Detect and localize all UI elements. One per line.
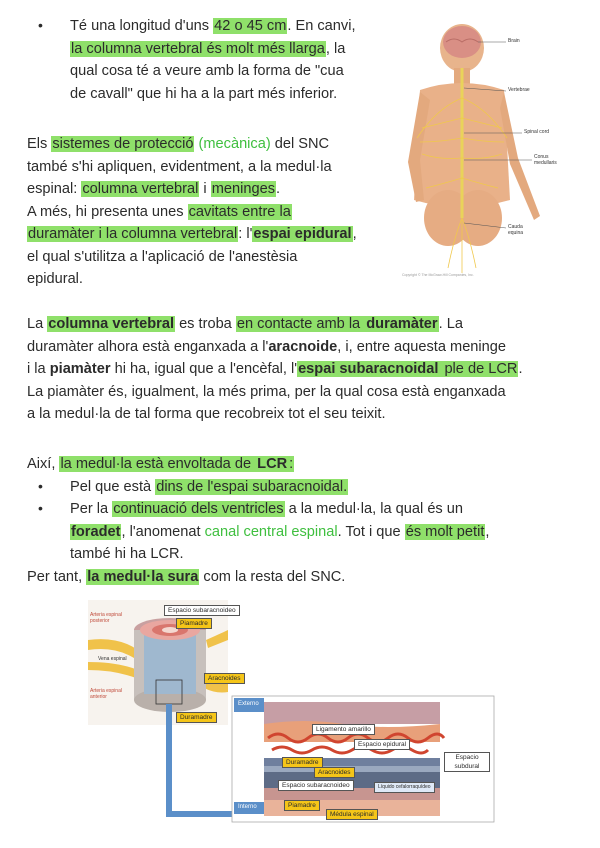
fig2-tag: Espacio subdural [444, 752, 490, 772]
highlight: columna vertebral [82, 181, 199, 197]
fig2-tag: Piamadre [284, 800, 320, 811]
text: , l'anomenat [121, 523, 205, 540]
highlight: ple de LCR [440, 361, 518, 377]
highlight-bold: espai epidural [253, 226, 352, 242]
highlight: meninges [211, 181, 275, 197]
text: qual cosa té a veure amb la forma de "cua [70, 63, 344, 79]
fig2-small-label: Interno [238, 804, 257, 810]
highlight-bold: foradet [71, 523, 121, 540]
text: a la medul·la, la qual és un [284, 501, 464, 517]
text: . Tot i que [337, 523, 405, 540]
text: Per tant, [27, 569, 87, 585]
text: , [485, 523, 490, 540]
bullet: • [38, 500, 43, 516]
fig2-tag: Espacio subaracnoideo [278, 780, 354, 791]
text: , la [325, 40, 346, 57]
text: del SNC [270, 136, 330, 152]
text: també hi ha LCR. [70, 546, 184, 562]
fig2-tag: Aracnoides [314, 767, 355, 778]
highlight: : [289, 456, 294, 472]
highlight: en contacte amb la [236, 316, 365, 332]
bold-text: aracnoide [268, 338, 338, 355]
highlight: continuació dels ventricles [113, 501, 284, 517]
paragraph-3 [27, 313, 587, 426]
highlight-bold: columna vertebral [48, 316, 175, 332]
highlight: duramàter i la columna vertebral [28, 226, 238, 242]
bullet-item-2 [70, 498, 580, 566]
svg-text:Copyright © The McGraw-Hill Co: Copyright © The McGraw-Hill Companies, Inc. [402, 273, 474, 277]
fig2-tag: Duramadre [176, 712, 217, 723]
highlight-bold: duramàter [366, 316, 438, 332]
text: La [27, 316, 48, 332]
fig2-tag: Espacio epidural [354, 739, 410, 750]
text: . La [438, 316, 463, 332]
fig2-tag: Líquido cefalorraquídeo [374, 782, 435, 793]
fig2-small-label: Externo [238, 701, 259, 707]
text: Té una longitud d'uns [70, 18, 214, 34]
highlight: dins de l'espai subaracnoidal. [156, 479, 348, 495]
text: de cavall" que hi ha a la part més inferior. [70, 85, 338, 102]
fig1-label: Brain [508, 38, 520, 44]
meninges-illustration [88, 600, 498, 825]
paragraph-4-intro [27, 453, 587, 476]
highlight: és molt petit [405, 523, 485, 540]
text: La piamàter és, igualment, la més prima, per la qual cosa està enganxada [27, 383, 506, 400]
bullet-item-1 [70, 476, 580, 499]
paragraph-4-conclusion [27, 566, 587, 589]
fig2-tag: Médula espinal [326, 809, 378, 820]
fig1-label: Vertebrae [508, 87, 530, 93]
text: espinal: [27, 181, 82, 197]
bullet: • [38, 478, 43, 494]
fig1-label: Cauda equina [508, 224, 524, 236]
highlight: la medul·la està envoltada de [60, 456, 256, 472]
paragraph-1 [70, 15, 400, 105]
fig2-small-label: Arteria espinal anterior [90, 688, 122, 700]
green-text: canal central espinal [204, 523, 338, 540]
text: . En canvi, [287, 18, 356, 34]
fig2-tag: Duramadre [282, 757, 323, 768]
fig2-tag: Aracnoides [204, 673, 245, 684]
text: epidural. [27, 271, 83, 287]
text: també s'hi apliquen, evidentment, a la medul·la [27, 158, 332, 175]
text: , [352, 226, 357, 242]
paragraph-2 [27, 133, 397, 291]
fig2-tag: Ligamento amarillo [312, 724, 375, 735]
text: hi ha, igual que a l'encèfal, l' [110, 361, 298, 377]
fig2-tag: Piamadre [176, 618, 212, 629]
fig2-small-label: Arteria espinal posterior [90, 612, 122, 624]
text: duramàter alhora està enganxada a l' [27, 338, 269, 355]
bullet: • [38, 17, 43, 33]
highlight: la columna vertebral és molt més llarga [71, 40, 325, 57]
fig1-label: Spinal cord [524, 129, 550, 135]
highlight-bold: espai subaracnoidal [298, 361, 439, 377]
highlight: cavitats entre la [188, 203, 291, 220]
highlight: 42 o 45 cm [214, 18, 287, 34]
text: a la medul·la de tal forma que recobreix tot el seu teixit. [27, 406, 386, 422]
text: i la [27, 361, 50, 377]
body-illustration [400, 18, 572, 278]
text: , i, entre aquesta meninge [337, 338, 507, 355]
green-text: (mecànica) [194, 136, 271, 152]
text: es troba [175, 316, 236, 332]
text: . [276, 181, 281, 197]
text: Pel que està [70, 479, 156, 495]
fig2-small-label: Vena espinal [98, 656, 127, 662]
text: i [199, 181, 211, 197]
text: . [518, 361, 523, 377]
text: com la resta del SNC. [199, 569, 346, 585]
bold-text: piamàter [49, 361, 111, 377]
highlight: sistemes de protecció [52, 136, 194, 152]
fig2-tag: Espacio subaracnoideo [164, 605, 240, 616]
text: : l' [238, 226, 253, 242]
highlight-bold: la medul·la sura [87, 569, 199, 585]
text: Per la [70, 501, 113, 517]
text: Els [27, 136, 52, 152]
fig1-label: Conus medullaris [534, 154, 557, 166]
text: el qual s'utilitza a l'aplicació de l'anestèsia [27, 248, 298, 265]
highlight-bold: LCR [257, 456, 288, 472]
text: A més, hi presenta unes [27, 203, 188, 220]
meninges-figure [88, 600, 498, 825]
text: Així, [27, 456, 60, 472]
nervous-system-figure [400, 18, 572, 278]
